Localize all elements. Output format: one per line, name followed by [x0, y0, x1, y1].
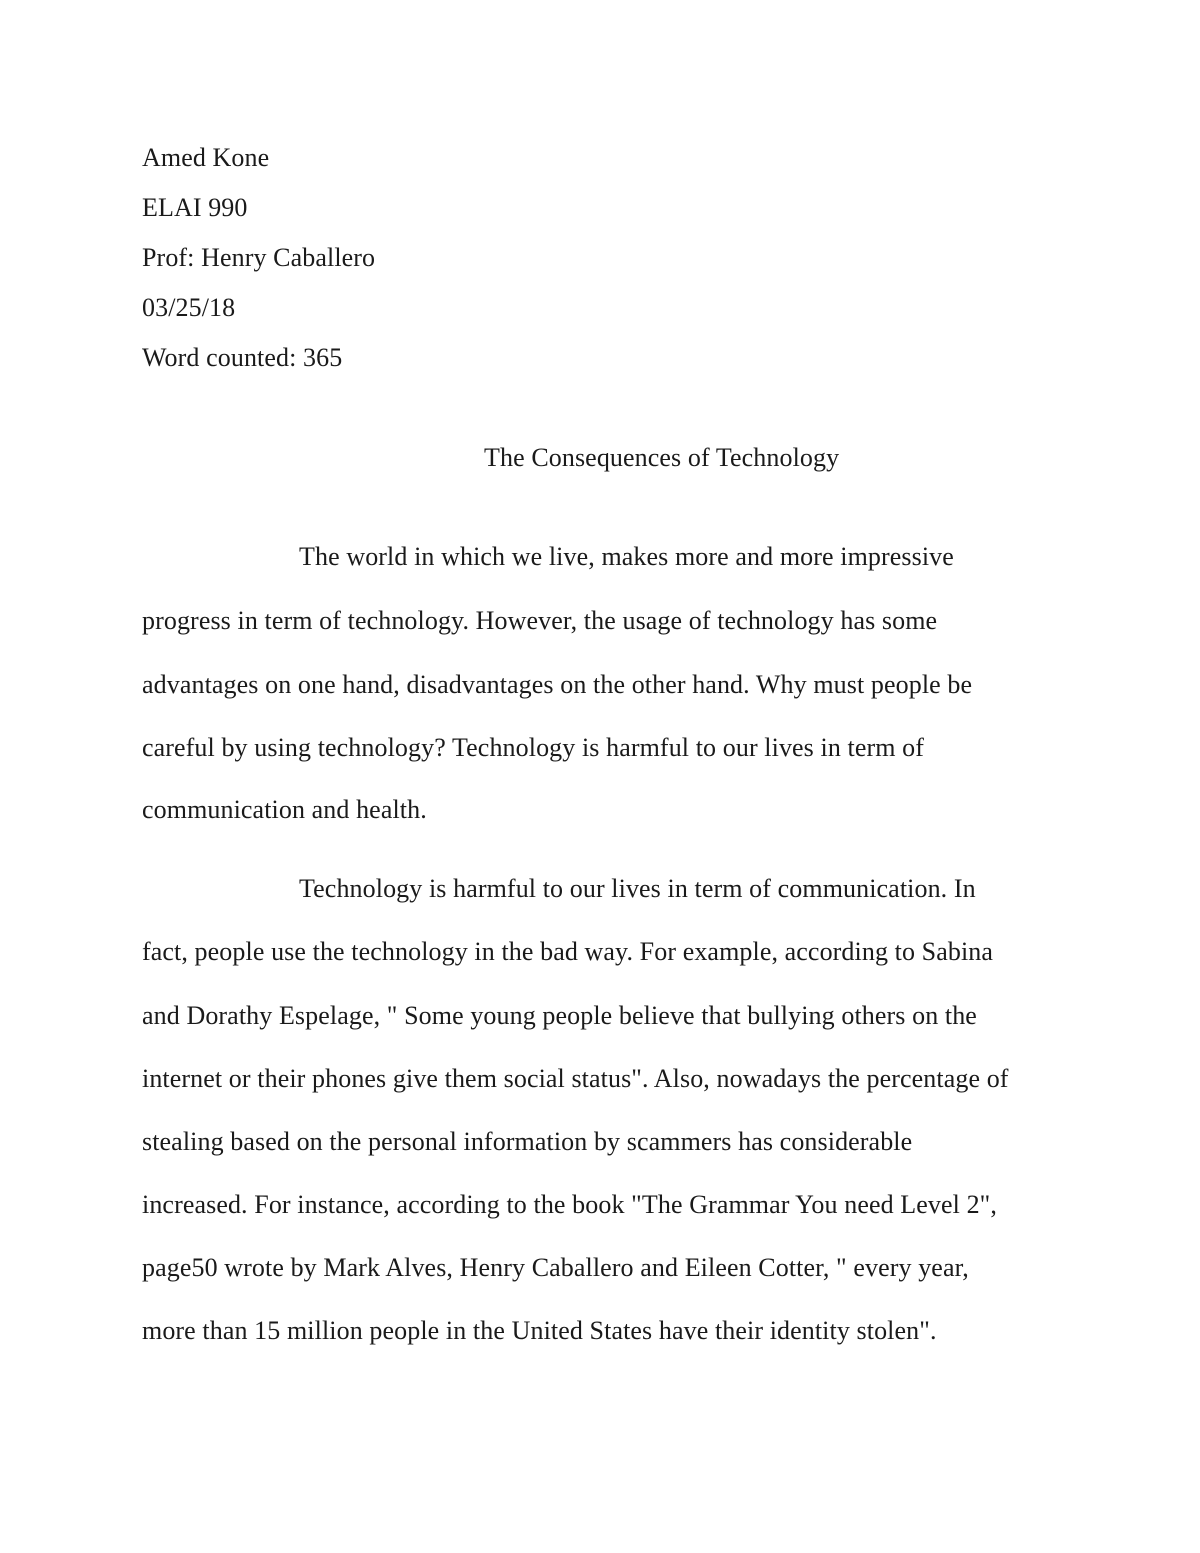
paragraph-line: stealing based on the personal information by scammers has considerable: [142, 1127, 913, 1156]
paragraph-line: careful by using technology? Technology is harmful to our lives in term of: [142, 733, 925, 762]
paragraph-line: more than 15 million people in the United States have their identity stolen".: [142, 1316, 937, 1345]
paragraph-line: advantages on one hand, disadvantages on the other hand. Why must people be: [142, 670, 973, 699]
paragraph-line: progress in term of technology. However, the usage of technology has some: [142, 606, 938, 635]
author-name: Amed Kone: [142, 143, 270, 172]
essay-title: The Consequences of Technology: [484, 443, 840, 472]
submission-date: 03/25/18: [142, 293, 236, 322]
word-count: Word counted: 365: [142, 343, 343, 372]
course-code: ELAI 990: [142, 193, 248, 222]
paragraph-line: Technology is harmful to our lives in term of communication. In: [299, 874, 976, 903]
paragraph-line: and Dorathy Espelage, " Some young people believe that bullying others on the: [142, 1001, 977, 1030]
paragraph-line: page50 wrote by Mark Alves, Henry Caballero and Eileen Cotter, " every year,: [142, 1253, 969, 1282]
paragraph-line: fact, people use the technology in the bad way. For example, according to Sabina: [142, 937, 994, 966]
paragraph-line: communication and health.: [142, 795, 427, 824]
paragraph-line: The world in which we live, makes more and more impressive: [299, 542, 954, 571]
paragraph-line: increased. For instance, according to the book "The Grammar You need Level 2",: [142, 1190, 997, 1219]
paragraph-line: internet or their phones give them social status". Also, nowadays the percentage of: [142, 1064, 1009, 1093]
professor-name: Prof: Henry Caballero: [142, 243, 376, 272]
